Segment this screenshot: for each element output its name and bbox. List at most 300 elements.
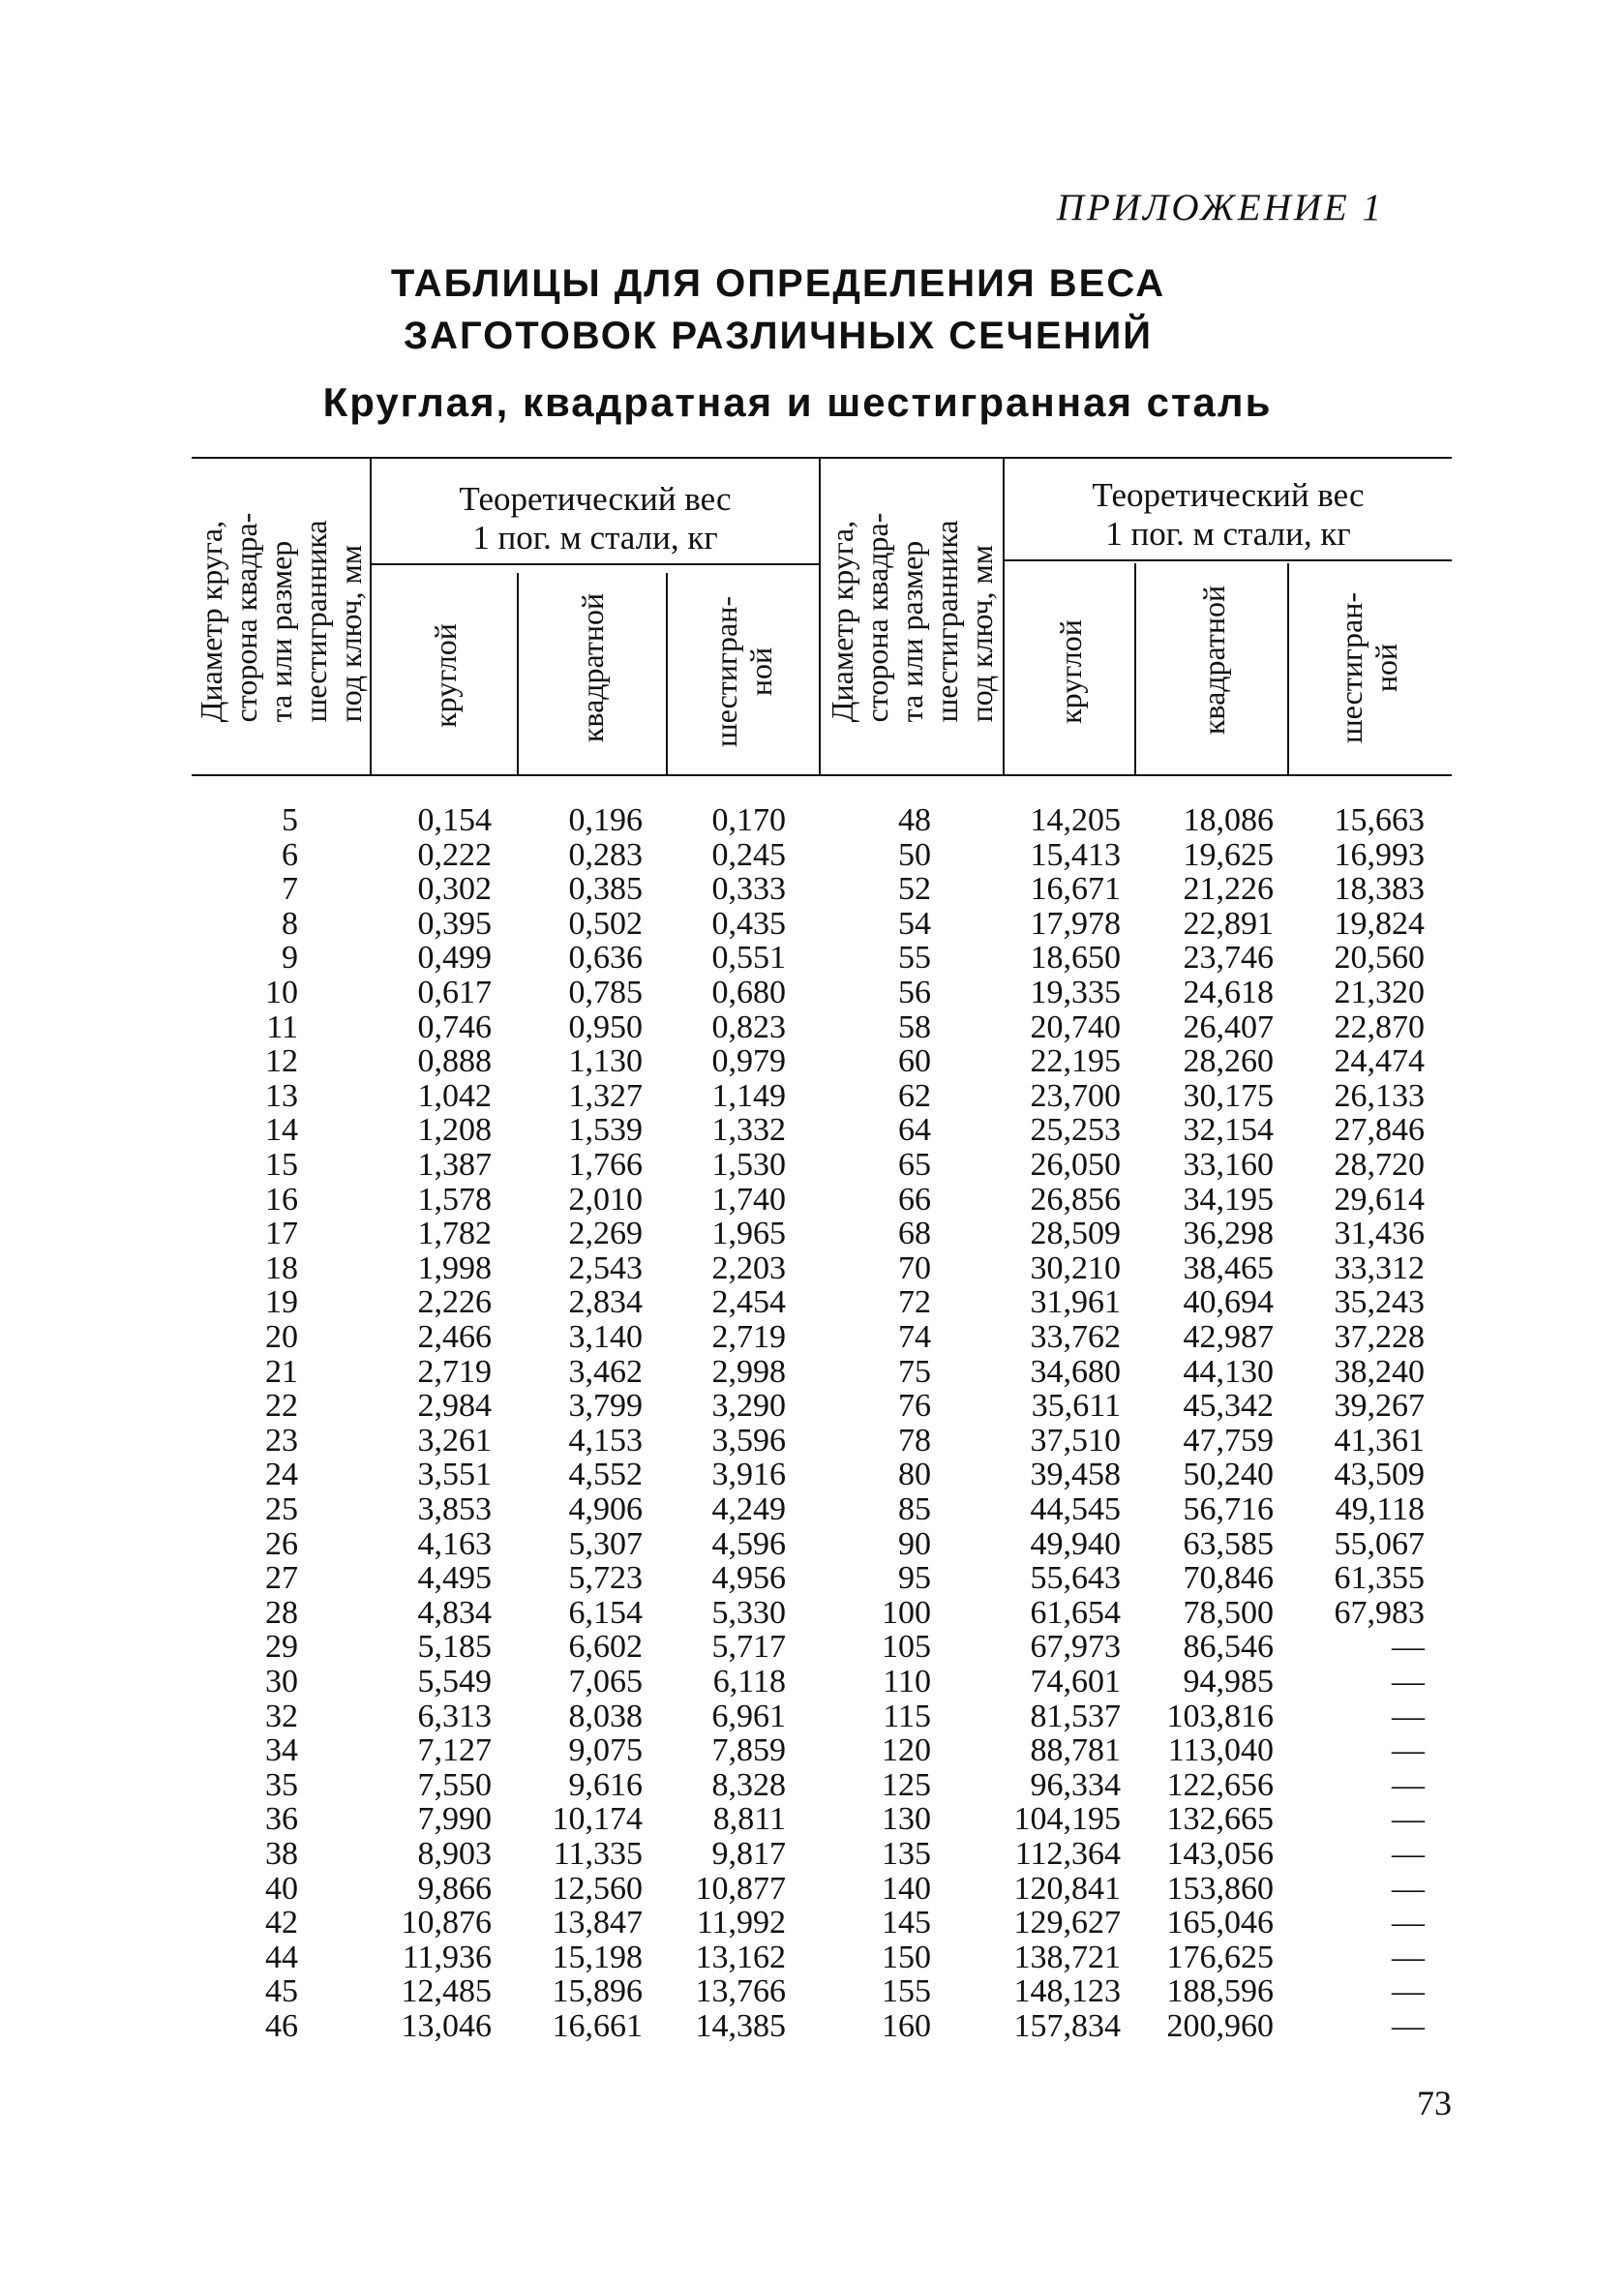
col-round-header-right: круглой: [1053, 619, 1088, 724]
divider-right-round-square: [1134, 563, 1136, 776]
hex-weight-cell: 21,320: [1334, 975, 1425, 1010]
table-row: [0, 1527, 1624, 1562]
round-weight-cell: 7,550: [417, 1766, 492, 1803]
round-weight-cell: 33,762: [1030, 1319, 1121, 1355]
size-cell: 21: [265, 1353, 298, 1390]
size-cell: 11: [266, 1008, 298, 1045]
round-weight-cell: 0,617: [417, 975, 492, 1010]
round-weight-cell: 120,841: [1013, 1870, 1121, 1907]
hex-weight-cell: —: [1392, 2008, 1425, 2044]
divider-right-square-hex: [1287, 563, 1289, 776]
size-cell: 78: [898, 1422, 931, 1459]
size-cell: 90: [898, 1525, 931, 1562]
square-weight-cell: 26,407: [1183, 1008, 1274, 1045]
round-weight-cell: 2,719: [417, 1353, 492, 1390]
square-weight-cell: 22,891: [1183, 905, 1274, 942]
table-row: [0, 1285, 1624, 1320]
size-cell: 52: [898, 871, 931, 908]
size-cell: 110: [883, 1664, 931, 1699]
weight-header-line1-right: Теоретический вес: [1092, 476, 1365, 514]
round-weight-cell: 2,984: [417, 1388, 492, 1425]
table-row: [0, 1355, 1624, 1390]
hex-weight-cell: —: [1392, 1836, 1425, 1872]
hex-weight-cell: 19,824: [1334, 905, 1425, 942]
square-weight-cell: 15,896: [552, 1973, 643, 2010]
hex-weight-cell: 43,509: [1334, 1457, 1425, 1493]
size-cell: 23: [265, 1422, 298, 1459]
square-weight-cell: 56,716: [1183, 1491, 1274, 1527]
round-weight-cell: 1,208: [417, 1112, 492, 1149]
col-hex-header-right: шестигран- ной: [1334, 591, 1403, 744]
weight-group-header: [372, 480, 819, 557]
hex-weight-cell: 4,596: [711, 1525, 786, 1562]
square-weight-cell: 1,766: [568, 1147, 643, 1183]
size-cell: 12: [265, 1043, 298, 1080]
table-row: [0, 1320, 1624, 1355]
size-column-header: Диаметр круга, сторона квадра- та или размер шестигранника под ключ, мм: [194, 512, 368, 723]
table-row: [0, 1630, 1624, 1665]
hex-weight-cell: 49,118: [1335, 1491, 1425, 1527]
round-weight-cell: 13,046: [401, 2008, 492, 2044]
square-weight-cell: 13,847: [552, 1905, 643, 1941]
hex-weight-cell: 3,596: [711, 1422, 786, 1459]
hex-weight-cell: 35,243: [1334, 1284, 1425, 1321]
size-cell: 16: [265, 1181, 298, 1218]
round-weight-cell: 96,334: [1030, 1766, 1121, 1803]
square-weight-cell: 3,140: [568, 1319, 643, 1355]
hex-weight-cell: 22,870: [1334, 1008, 1425, 1045]
size-cell: 29: [265, 1629, 298, 1666]
hex-weight-cell: 24,474: [1334, 1043, 1425, 1080]
square-weight-cell: 5,307: [568, 1525, 643, 1562]
hex-weight-cell: 0,551: [711, 940, 786, 977]
size-cell: 35: [265, 1766, 298, 1803]
table-row: [0, 1561, 1624, 1596]
square-weight-cell: 12,560: [552, 1870, 643, 1907]
round-weight-cell: 18,650: [1030, 940, 1121, 977]
table-row: [0, 1044, 1624, 1079]
size-cell: 48: [898, 802, 931, 838]
round-weight-cell: 20,740: [1030, 1008, 1121, 1045]
table-row: [0, 1596, 1624, 1631]
round-weight-cell: 26,050: [1030, 1147, 1121, 1183]
size-cell: 80: [898, 1457, 931, 1493]
hex-weight-cell: 33,312: [1334, 1249, 1425, 1286]
size-cell: 9: [282, 940, 298, 977]
size-cell: 135: [882, 1836, 931, 1872]
square-weight-cell: 86,546: [1183, 1629, 1274, 1666]
table-row: [0, 1974, 1624, 2009]
size-cell: 150: [882, 1939, 931, 1975]
size-cell: 7: [282, 871, 298, 908]
round-weight-cell: 39,458: [1030, 1457, 1121, 1493]
square-weight-cell: 2,543: [568, 1249, 643, 1286]
size-cell: 42: [265, 1905, 298, 1941]
square-weight-cell: 103,816: [1166, 1698, 1274, 1734]
square-weight-cell: 23,746: [1183, 940, 1274, 977]
square-weight-cell: 28,260: [1183, 1043, 1274, 1080]
hex-weight-cell: 9,817: [711, 1836, 786, 1872]
round-weight-cell: 30,210: [1030, 1249, 1121, 1286]
square-weight-cell: 44,130: [1183, 1353, 1274, 1390]
round-weight-cell: 112,364: [1014, 1836, 1121, 1872]
square-weight-cell: 0,283: [568, 836, 643, 873]
round-weight-cell: 0,302: [417, 871, 492, 908]
hex-weight-cell: 0,823: [711, 1008, 786, 1045]
hex-weight-cell: —: [1392, 1766, 1425, 1803]
appendix-label: ПРИЛОЖЕНИЕ 1: [1056, 187, 1384, 228]
round-weight-cell: 37,510: [1030, 1422, 1121, 1459]
round-weight-cell: 19,335: [1030, 975, 1121, 1010]
square-weight-cell: 4,552: [568, 1457, 643, 1493]
size-cell: 20: [265, 1319, 298, 1355]
hex-weight-cell: 10,877: [695, 1870, 786, 1907]
round-weight-cell: 49,940: [1030, 1525, 1121, 1562]
square-weight-cell: 2,010: [568, 1181, 643, 1218]
table-row: [0, 1183, 1624, 1218]
hex-weight-cell: 13,162: [695, 1939, 786, 1975]
round-weight-cell: 81,537: [1030, 1698, 1121, 1734]
round-weight-cell: 148,123: [1013, 1973, 1121, 2010]
round-weight-cell: 17,978: [1030, 905, 1121, 942]
size-cell: 95: [898, 1560, 931, 1597]
table-row: [0, 1733, 1624, 1768]
table-row: [0, 1940, 1624, 1975]
square-weight-cell: 0,385: [568, 871, 643, 908]
hex-weight-cell: 13,766: [695, 1973, 786, 2010]
size-cell: 5: [282, 802, 298, 838]
table-row: [0, 1458, 1624, 1492]
round-weight-cell: 1,387: [417, 1147, 492, 1183]
hex-weight-cell: 2,998: [711, 1353, 786, 1390]
round-weight-cell: 5,185: [417, 1629, 492, 1666]
hex-weight-cell: 28,720: [1334, 1147, 1425, 1183]
square-weight-cell: 34,195: [1183, 1181, 1274, 1218]
square-weight-cell: 3,462: [568, 1353, 643, 1390]
round-weight-cell: 0,395: [417, 905, 492, 942]
table-row: [0, 941, 1624, 976]
weight-group-rule-left: [372, 563, 819, 565]
square-weight-cell: 3,799: [568, 1388, 643, 1425]
hex-weight-cell: 8,811: [712, 1801, 786, 1838]
round-weight-cell: 129,627: [1013, 1905, 1121, 1941]
size-cell: 22: [265, 1388, 298, 1425]
square-weight-cell: 1,130: [568, 1043, 643, 1080]
hex-weight-cell: 55,067: [1334, 1525, 1425, 1562]
round-weight-cell: 1,578: [417, 1181, 492, 1218]
hex-weight-cell: 3,916: [711, 1457, 786, 1493]
square-weight-cell: 153,860: [1166, 1870, 1274, 1907]
square-weight-cell: 4,153: [568, 1422, 643, 1459]
table-row: [0, 1389, 1624, 1424]
round-weight-cell: 10,876: [401, 1905, 492, 1941]
hex-weight-cell: 41,361: [1334, 1422, 1425, 1459]
round-weight-cell: 7,127: [417, 1732, 492, 1769]
round-weight-cell: 25,253: [1030, 1112, 1121, 1149]
size-cell: 155: [882, 1973, 931, 2010]
weight-header-line2-right: 1 пог. м стали, кг: [1105, 515, 1351, 553]
square-weight-cell: 143,056: [1166, 1836, 1274, 1872]
size-cell: 120: [882, 1732, 931, 1769]
size-cell: 6: [282, 836, 298, 873]
round-weight-cell: 0,154: [417, 802, 492, 838]
table-row: [0, 803, 1624, 838]
hex-weight-cell: 15,663: [1334, 802, 1425, 838]
round-weight-cell: 4,834: [417, 1594, 492, 1631]
table-row: [0, 1906, 1624, 1940]
square-weight-cell: 1,327: [568, 1077, 643, 1114]
hex-weight-cell: —: [1392, 1629, 1425, 1666]
round-weight-cell: 3,853: [417, 1491, 492, 1527]
square-weight-cell: 94,985: [1183, 1664, 1274, 1699]
size-cell: 75: [898, 1353, 931, 1390]
hex-weight-cell: 2,719: [711, 1319, 786, 1355]
square-weight-cell: 32,154: [1183, 1112, 1274, 1149]
square-weight-cell: 6,602: [568, 1629, 643, 1666]
hex-weight-cell: 0,435: [711, 905, 786, 942]
size-cell: 54: [898, 905, 931, 942]
table-row: [0, 1872, 1624, 1907]
divider-left-square-hex: [666, 573, 668, 776]
round-weight-cell: 1,042: [417, 1077, 492, 1114]
round-weight-cell: 1,998: [417, 1249, 492, 1286]
hex-weight-cell: 1,332: [711, 1112, 786, 1149]
square-weight-cell: 8,038: [568, 1698, 643, 1734]
hex-weight-cell: —: [1392, 1870, 1425, 1907]
round-weight-cell: 0,499: [417, 940, 492, 977]
table-row: [0, 1217, 1624, 1251]
hex-weight-cell: 2,454: [711, 1284, 786, 1321]
round-weight-cell: 8,903: [417, 1836, 492, 1872]
hex-weight-cell: 27,846: [1334, 1112, 1425, 1149]
round-weight-cell: 11,936: [402, 1939, 492, 1975]
size-cell: 105: [882, 1629, 931, 1666]
size-cell: 125: [882, 1766, 931, 1803]
size-cell: 50: [898, 836, 931, 873]
size-cell: 85: [898, 1491, 931, 1527]
hex-weight-cell: 67,983: [1334, 1594, 1425, 1631]
round-weight-cell: 26,856: [1030, 1181, 1121, 1218]
square-weight-cell: 5,723: [568, 1560, 643, 1597]
square-weight-cell: 36,298: [1183, 1216, 1274, 1252]
square-weight-cell: 21,226: [1183, 871, 1274, 908]
size-cell: 19: [265, 1284, 298, 1321]
size-cell: 8: [282, 905, 298, 942]
size-cell: 70: [898, 1249, 931, 1286]
size-cell: 45: [265, 1973, 298, 2010]
hex-weight-cell: 1,740: [711, 1181, 786, 1218]
size-cell: 36: [265, 1801, 298, 1838]
size-cell: 74: [898, 1319, 931, 1355]
weight-header-line2: 1 пог. м стали, кг: [472, 519, 718, 556]
round-weight-cell: 74,601: [1030, 1664, 1121, 1699]
size-cell: 13: [265, 1077, 298, 1114]
table-row: [0, 1148, 1624, 1183]
size-cell: 38: [265, 1836, 298, 1872]
table-row: [0, 1665, 1624, 1699]
table-top-rule: [192, 457, 1452, 459]
table-row: [0, 1802, 1624, 1837]
hex-weight-cell: 8,328: [711, 1766, 786, 1803]
hex-weight-cell: —: [1392, 1732, 1425, 1769]
round-weight-cell: 3,261: [417, 1422, 492, 1459]
round-weight-cell: 104,195: [1013, 1801, 1121, 1838]
square-weight-cell: 9,616: [568, 1766, 643, 1803]
divider-middle: [819, 457, 821, 776]
hex-weight-cell: —: [1392, 1973, 1425, 2010]
size-cell: 28: [265, 1594, 298, 1631]
size-cell: 72: [898, 1284, 931, 1321]
round-weight-cell: 14,205: [1030, 802, 1121, 838]
square-weight-cell: 165,046: [1166, 1905, 1274, 1941]
col-round-header: круглой: [428, 623, 463, 728]
round-weight-cell: 67,973: [1030, 1629, 1121, 1666]
size-cell: 26: [265, 1525, 298, 1562]
size-cell: 160: [882, 2008, 931, 2044]
square-weight-cell: 0,636: [568, 940, 643, 977]
size-cell: 130: [882, 1801, 931, 1838]
round-weight-cell: 34,680: [1030, 1353, 1121, 1390]
size-cell: 27: [265, 1560, 298, 1597]
round-weight-cell: 2,226: [417, 1284, 492, 1321]
hex-weight-cell: 1,149: [711, 1077, 786, 1114]
table-row: [0, 976, 1624, 1010]
round-weight-cell: 35,611: [1031, 1388, 1121, 1425]
square-weight-cell: 0,196: [568, 802, 643, 838]
round-weight-cell: 88,781: [1030, 1732, 1121, 1769]
size-cell: 66: [898, 1181, 931, 1218]
size-cell: 62: [898, 1077, 931, 1114]
hex-weight-cell: —: [1392, 1905, 1425, 1941]
hex-weight-cell: 0,979: [711, 1043, 786, 1080]
square-weight-cell: 42,987: [1183, 1319, 1274, 1355]
hex-weight-cell: 39,267: [1334, 1388, 1425, 1425]
weight-group-header-right: [1005, 476, 1452, 554]
table-header-bottom-rule: [192, 774, 1452, 776]
round-weight-cell: 16,671: [1030, 871, 1121, 908]
square-weight-cell: 0,785: [568, 975, 643, 1010]
size-cell: 18: [265, 1249, 298, 1286]
col-square-header: квадратной: [575, 592, 610, 743]
table-row: [0, 1251, 1624, 1286]
square-weight-cell: 6,154: [568, 1594, 643, 1631]
hex-weight-cell: 6,118: [712, 1664, 786, 1699]
round-weight-cell: 6,313: [417, 1698, 492, 1734]
table-row: [0, 838, 1624, 873]
square-weight-cell: 40,694: [1183, 1284, 1274, 1321]
round-weight-cell: 0,746: [417, 1008, 492, 1045]
hex-weight-cell: 3,290: [711, 1388, 786, 1425]
hex-weight-cell: 5,717: [711, 1629, 786, 1666]
hex-weight-cell: 31,436: [1334, 1216, 1425, 1252]
square-weight-cell: 70,846: [1183, 1560, 1274, 1597]
hex-weight-cell: 5,330: [711, 1594, 786, 1631]
square-weight-cell: 50,240: [1183, 1457, 1274, 1493]
hex-weight-cell: 0,245: [711, 836, 786, 873]
square-weight-cell: 15,198: [552, 1939, 643, 1975]
round-weight-cell: 0,888: [417, 1043, 492, 1080]
hex-weight-cell: 38,240: [1334, 1353, 1425, 1390]
square-weight-cell: 132,665: [1166, 1801, 1274, 1838]
size-cell: 14: [265, 1112, 298, 1149]
square-weight-cell: 11,335: [553, 1836, 643, 1872]
table-row: [0, 1010, 1624, 1045]
size-column-header-right: Диаметр круга, сторона квадра- та или размер шестигранника под ключ, мм: [825, 512, 999, 723]
table-row: [0, 1699, 1624, 1734]
table-row: [0, 1424, 1624, 1459]
size-cell: 64: [898, 1112, 931, 1149]
square-weight-cell: 4,906: [568, 1491, 643, 1527]
weight-group-rule-right: [1005, 559, 1452, 561]
size-cell: 15: [265, 1147, 298, 1183]
square-weight-cell: 2,834: [568, 1284, 643, 1321]
table-row: [0, 1768, 1624, 1803]
hex-weight-cell: —: [1392, 1698, 1425, 1734]
round-weight-cell: 7,990: [417, 1801, 492, 1838]
table-row: [0, 907, 1624, 942]
square-weight-cell: 78,500: [1183, 1594, 1274, 1631]
round-weight-cell: 12,485: [401, 1973, 492, 2010]
square-weight-cell: 2,269: [568, 1216, 643, 1252]
square-weight-cell: 38,465: [1183, 1249, 1274, 1286]
square-weight-cell: 19,625: [1183, 836, 1274, 873]
hex-weight-cell: 0,680: [711, 975, 786, 1010]
size-cell: 65: [898, 1147, 931, 1183]
hex-weight-cell: 37,228: [1334, 1319, 1425, 1355]
table-row: [0, 1079, 1624, 1114]
table-row: [0, 1837, 1624, 1872]
round-weight-cell: 4,495: [417, 1560, 492, 1597]
square-weight-cell: 1,539: [568, 1112, 643, 1149]
hex-weight-cell: 0,170: [711, 802, 786, 838]
hex-weight-cell: 1,965: [711, 1216, 786, 1252]
round-weight-cell: 28,509: [1030, 1216, 1121, 1252]
square-weight-cell: 188,596: [1166, 1973, 1274, 2010]
round-weight-cell: 2,466: [417, 1319, 492, 1355]
size-cell: 30: [265, 1664, 298, 1699]
square-weight-cell: 176,625: [1166, 1939, 1274, 1975]
size-cell: 68: [898, 1216, 931, 1252]
hex-weight-cell: 14,385: [695, 2008, 786, 2044]
round-weight-cell: 23,700: [1030, 1077, 1121, 1114]
hex-weight-cell: —: [1392, 1664, 1425, 1699]
size-cell: 115: [883, 1698, 931, 1734]
round-weight-cell: 0,222: [417, 836, 492, 873]
size-cell: 17: [265, 1216, 298, 1252]
square-weight-cell: 47,759: [1183, 1422, 1274, 1459]
round-weight-cell: 15,413: [1030, 836, 1121, 873]
size-cell: 44: [265, 1939, 298, 1975]
size-cell: 140: [882, 1870, 931, 1907]
page-title-line1: ТАБЛИЦЫ ДЛЯ ОПРЕДЕЛЕНИЯ ВЕСА: [390, 262, 1166, 305]
page-number: 73: [1417, 2084, 1452, 2122]
table-row: [0, 2009, 1624, 2044]
hex-weight-cell: 18,383: [1334, 871, 1425, 908]
round-weight-cell: 55,643: [1030, 1560, 1121, 1597]
table-subtitle: Круглая, квадратная и шестигранная сталь: [322, 379, 1273, 425]
square-weight-cell: 63,585: [1183, 1525, 1274, 1562]
size-cell: 100: [882, 1594, 931, 1631]
size-cell: 32: [265, 1698, 298, 1734]
weight-header-line1: Теоретический вес: [459, 480, 732, 518]
square-weight-cell: 113,040: [1167, 1732, 1274, 1769]
square-weight-cell: 16,661: [552, 2008, 643, 2044]
table-row: [0, 1492, 1624, 1527]
col-square-header-right: квадратной: [1196, 585, 1231, 736]
round-weight-cell: 3,551: [417, 1457, 492, 1493]
page-title-line2: ЗАГОТОВОК РАЗЛИЧНЫХ СЕЧЕНИЙ: [404, 315, 1153, 357]
hex-weight-cell: 29,614: [1334, 1181, 1425, 1218]
